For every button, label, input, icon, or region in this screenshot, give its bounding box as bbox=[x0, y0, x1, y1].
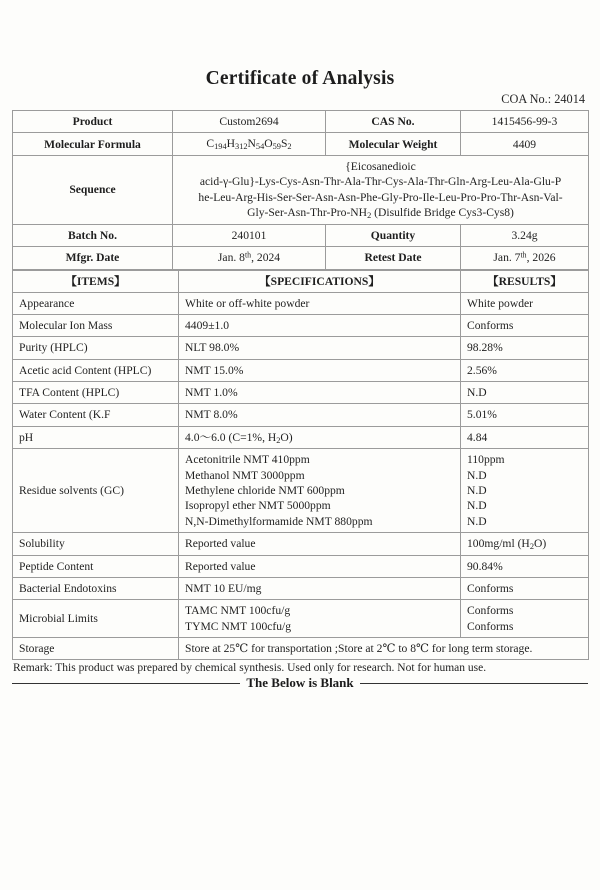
row-spec: 4.0～6.0 (C=1%, $H_2O$) bbox=[179, 426, 461, 449]
batch-no-value: 240101 bbox=[173, 224, 326, 246]
table-row bbox=[13, 337, 589, 359]
row-spec: NMT 10 EU/mg bbox=[179, 578, 461, 600]
row-item: Water Content (K.F bbox=[13, 404, 179, 426]
row-item: Storage bbox=[13, 637, 179, 659]
row-item: Residue solvents (GC) bbox=[13, 449, 179, 532]
coa-number: COA No.: 24014 bbox=[501, 92, 585, 106]
cas-no-value: 1415456-99-3 bbox=[461, 111, 589, 133]
sequence-label: Sequence bbox=[13, 156, 173, 225]
row-item: Acetic acid Content (HPLC) bbox=[13, 359, 179, 381]
retest-date-value: Jan. 7th, 2026 bbox=[461, 247, 589, 269]
row-result: Conforms bbox=[461, 315, 589, 337]
table-row bbox=[13, 247, 589, 269]
table-row bbox=[13, 292, 589, 314]
molecular-formula-value: $C_{194}H_{312}N_{54}O_{59}S_2$ bbox=[173, 133, 326, 156]
row-item: TFA Content (HPLC) bbox=[13, 381, 179, 403]
residue-solvents-row bbox=[13, 449, 589, 532]
product-value: Custom2694 bbox=[173, 111, 326, 133]
certificate-container bbox=[12, 0, 588, 691]
items-header: 【ITEMS】 bbox=[13, 270, 179, 292]
table-row bbox=[13, 578, 589, 600]
row-result: Conforms bbox=[461, 578, 589, 600]
table-row bbox=[13, 404, 589, 426]
remark-text: Remark: This product was prepared by chemical synthesis. Used only for research. Not for human use. bbox=[13, 662, 487, 675]
row-result: 98.28% bbox=[461, 337, 589, 359]
row-item: Peptide Content bbox=[13, 555, 179, 577]
row-result-lines: 110ppm N.D N.D N.D N.D bbox=[461, 449, 589, 532]
row-result-lines: Conforms Conforms bbox=[461, 600, 589, 638]
row-spec: 4409±1.0 bbox=[179, 315, 461, 337]
retest-date-label: Retest Date bbox=[326, 247, 461, 269]
row-spec: NMT 1.0% bbox=[179, 381, 461, 403]
product-label: Product bbox=[13, 111, 173, 133]
cas-no-label: CAS No. bbox=[326, 111, 461, 133]
table-row bbox=[13, 224, 589, 246]
table-row bbox=[13, 555, 589, 577]
table-row bbox=[13, 111, 589, 133]
specifications-table bbox=[12, 270, 589, 661]
quantity-value: 3.24g bbox=[461, 224, 589, 246]
row-spec: Reported value bbox=[179, 532, 461, 555]
table-row bbox=[13, 359, 589, 381]
table-row bbox=[13, 532, 589, 555]
row-spec-lines: TAMC NMT 100cfu/g TYMC NMT 100cfu/g bbox=[179, 600, 461, 638]
table-row bbox=[13, 381, 589, 403]
row-item: Microbial Limits bbox=[13, 600, 179, 638]
specifications-header: 【SPECIFICATIONS】 bbox=[179, 270, 461, 292]
mfgr-date-value: Jan. 8th, 2024 bbox=[173, 247, 326, 269]
molecular-formula-label: Molecular Formula bbox=[13, 133, 173, 156]
spec-header-row bbox=[13, 270, 589, 292]
quantity-label: Quantity bbox=[326, 224, 461, 246]
molecular-weight-value: 4409 bbox=[461, 133, 589, 156]
row-result: 2.56% bbox=[461, 359, 589, 381]
rule-left bbox=[12, 683, 240, 684]
molecular-weight-label: Molecular Weight bbox=[326, 133, 461, 156]
rule-right bbox=[360, 683, 588, 684]
row-spec: NLT 98.0% bbox=[179, 337, 461, 359]
row-item: Purity (HPLC) bbox=[13, 337, 179, 359]
row-item: pH bbox=[13, 426, 179, 449]
page-title: Certificate of Analysis bbox=[205, 68, 395, 89]
row-result: 100mg/ml $(H_2O)$ bbox=[461, 532, 589, 555]
mfgr-date-label: Mfgr. Date bbox=[13, 247, 173, 269]
row-item: Solubility bbox=[13, 532, 179, 555]
row-item: Molecular Ion Mass bbox=[13, 315, 179, 337]
sequence-row bbox=[13, 156, 589, 225]
row-result: White powder bbox=[461, 292, 589, 314]
batch-no-label: Batch No. bbox=[13, 224, 173, 246]
storage-row bbox=[13, 637, 589, 659]
row-item: Appearance bbox=[13, 292, 179, 314]
row-result: 4.84 bbox=[461, 426, 589, 449]
row-spec: Reported value bbox=[179, 555, 461, 577]
table-row bbox=[13, 133, 589, 156]
table-row bbox=[13, 426, 589, 449]
below-is-blank-label: The Below is Blank bbox=[246, 675, 354, 691]
row-spec: White or off-white powder bbox=[179, 292, 461, 314]
row-result: N.D bbox=[461, 381, 589, 403]
row-spec-lines: Acetonitrile NMT 410ppm Methanol NMT 3000ppm Methylene chloride NMT 600ppm Isopropyl ether NMT 5000ppm N,N-Dimethylformamide NMT 880ppm bbox=[179, 449, 461, 532]
table-row bbox=[13, 315, 589, 337]
row-spec: NMT 8.0% bbox=[179, 404, 461, 426]
results-header: 【RESULTS】 bbox=[461, 270, 589, 292]
row-storage-value: Store at 25℃ for transportation ;Store at 2℃ to 8℃ for long term storage. bbox=[179, 637, 589, 659]
header-info-table bbox=[12, 110, 589, 270]
row-item: Bacterial Endotoxins bbox=[13, 578, 179, 600]
row-spec: NMT 15.0% bbox=[179, 359, 461, 381]
microbial-limits-row bbox=[13, 600, 589, 638]
row-result: 90.84% bbox=[461, 555, 589, 577]
sequence-value: {Eicosanedioic acid-γ-Glu}-Lys-Cys-Asn-Thr-Ala-Thr-Cys-Ala-Thr-Gln-Arg-Leu-Ala-Glu-P he-Leu-Arg-His-Ser-Ser-Asn-Asn-Phe-Gly-Pro-Ile-Leu-Pro-Pro-Thr-Asn-Val- Gly-$Ser-Asn-Thr-Pro-NH_2$ (Disulfide Bridge Cys3-Cys8) bbox=[173, 156, 589, 225]
row-result: 5.01% bbox=[461, 404, 589, 426]
below-is-blank-separator bbox=[12, 675, 588, 691]
